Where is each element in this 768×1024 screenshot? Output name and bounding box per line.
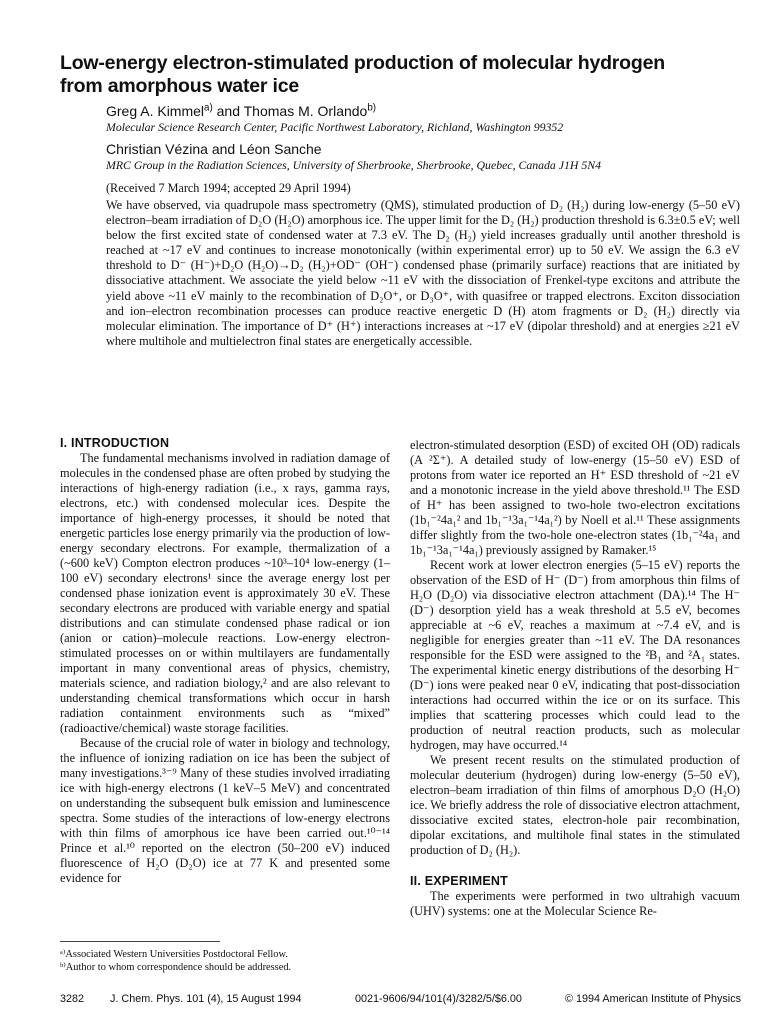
footnotes	[60, 948, 390, 974]
section-heading-introduction: I. INTRODUCTION	[60, 436, 170, 450]
intro-paragraph-4: Recent work at lower electron energies (5–15 eV) reports the observation of the ESD of H⁻ (D⁻) from amorphous thin films of H₂O (D₂O) via dissociative electron attachment (DA).¹⁴ The H⁻ (D⁻) desorption yield has a weak threshold at 5.5 eV, becomes appreciable at ~6 eV, reaches a maximum at ~7.4 eV, and is negligible for energies greater than ~11 eV. The DA resonances responsible for the ESD were assigned to the ²B₁ and ²A₁ states. The experimental kinetic energy distributions of the desorbing H⁻ (D⁻) ions were peaked near 0 eV, indicating that post-dissociation interactions had occurred within the ice or on its surface. This implies that scattering processes which could lead to the production of neutral reaction products, such as molecular hydrogen, may have occurred.¹⁴	[410, 558, 740, 752]
footnote-mark-a: a)	[204, 102, 213, 114]
footnote-mark-b: b)	[367, 102, 377, 114]
section-heading-experiment: II. EXPERIMENT	[410, 874, 508, 888]
experiment-paragraph-1: The experiments were performed in two ultrahigh vacuum (UHV) systems: one at the Molecular Science Re-	[410, 889, 740, 918]
footnote-b: ᵇ⁾Author to whom correspondence should be addressed.	[60, 962, 292, 973]
right-column	[410, 438, 740, 919]
author-names-1	[106, 103, 746, 120]
doi-code: 0021-9606/94/101(4)/3282/5/$6.00	[355, 993, 522, 1005]
footnote-a: ᵃ⁾Associated Western Universities Postdoctoral Fellow.	[60, 949, 288, 960]
page-number: 3282	[60, 993, 85, 1005]
author-kimmel: Greg A. Kimmel	[106, 103, 205, 119]
affiliation-1: Molecular Science Research Center, Pacific Northwest Laboratory, Richland, Washington 99352	[106, 120, 564, 134]
paper-title: Low-energy electron-stimulated production of molecular hydrogen from amorphous water ice	[60, 52, 665, 97]
author-orlando: and Thomas M. Orlando	[212, 103, 368, 119]
intro-paragraph-3: electron-stimulated desorption (ESD) of excited OH (OD) radicals (A ²Σ⁺). A detailed study of low-energy (15–50 eV) ESD of protons from water ice reported an H⁺ ESD threshold of ~21 eV and a monotonic increase in the yield above threshold.¹¹ The ESD of H⁺ has been assigned to two-hole two-electron excitations (1b₁⁻²4a₁² and 1b₁⁻¹3a₁⁻¹4a₁²) by Noell et al.¹¹ These assignments differ slightly from the two-hole one-electron states (1b₁⁻²4a₁ and 1b₁⁻¹3a₁⁻¹4a₁) previously assigned by Ramaker.¹⁵	[410, 438, 740, 557]
copyright: © 1994 American Institute of Physics	[565, 993, 741, 1005]
author-block	[106, 103, 746, 196]
abstract: We have observed, via quadrupole mass spectrometry (QMS), stimulated production of D₂ (H₂) during low-energy (5–50 eV) electron–beam irradiation of D₂O (H₂O) amorphous ice. The upper limit for the D₂ (H₂) production threshold is 6.3±0.5 eV; well below the first excited state of condensed water at 7.3 eV. The D₂ (H₂) yield increases gradually until another threshold is reached at ~17 eV and continues to increase monotonically (within experimental error) up to 50 eV. We assign the 6.3 eV threshold to D⁻ (H⁻)+D₂O (H₂O)→D₂ (H₂)+OD⁻ (OH⁻) condensed phase (primarily surface) reactions that are initiated by dissociative attachment. We associate the yield below ~11 eV with the dissociation of Frenkel-type excitons and attribute the yield above ~11 eV mainly to the recombination of D₂O⁺, or D₃O⁺, with quasifree or trapped electrons. Exciton dissociation and ion–electron recombination processes can produce reactive energetic D (H) atom fragments or D₂ (H₂) directly via molecular elimination. The importance of D⁺ (H⁺) interactions increases at ~17 eV (dipolar threshold) and at energies ≥21 eV where multihole and multielectron final states are energetically accessible.	[106, 198, 740, 348]
author-names-2: Christian Vézina and Léon Sanche	[106, 141, 322, 157]
affiliation-2: MRC Group in the Radiation Sciences, University of Sherbrooke, Sherbrooke, Quebec, Canada J1H 5N4	[106, 158, 602, 172]
journal-citation: J. Chem. Phys. 101 (4), 15 August 1994	[110, 993, 302, 1005]
intro-paragraph-5: We present recent results on the stimulated production of molecular deuterium (hydrogen) during low-energy (5–50 eV), electron–beam irradiation of thin films of amorphous D₂O (H₂O) ice. We briefly address the role of dissociative electron attachment, dissociative excited states, electron-hole pair recombination, dipolar excitations, and multihole final states in the stimulated production of D₂ (H₂).	[410, 753, 740, 857]
left-column	[60, 436, 390, 886]
received-date: (Received 7 March 1994; accepted 29 April 1994)	[106, 181, 351, 195]
intro-paragraph-1: The fundamental mechanisms involved in radiation damage of molecules in the condensed phase are often probed by studying the interactions of high-energy radiation (i.e., x rays, gamma rays, electrons, etc.) with condensed molecular ices. Despite the importance of high-energy processes, it should be noted that energetic particles lose energy primarily via the production of low-energy secondary electrons. For example, thermalization of a (~600 keV) Compton electron produces ~10³–10⁴ low-energy (1–100 eV) secondary electrons¹ since the average energy lost per condensed phase ionization event is approximately 30 eV. These secondary electrons are produced with variable energy and spatial distributions and can stimulate condensed phase radical or ion (anion or cation)–molecule reactions. Low-energy electron-stimulated processes on or within multilayers are fundamentally important in many conventional areas of physics, chemistry, materials science, and radiation biology,² and are also relevant to understanding chemical transformations which occur in harsh radiation containment environments such as “mixed” (radioactive/chemical) waste storage facilities.	[60, 451, 390, 735]
intro-paragraph-2: Because of the crucial role of water in biology and technology, the influence of ionizing radiation on ice has been the subject of many investigations.³⁻⁹ Many of these studies involved irradiating ice with high-energy electrons (1 keV–5 MeV) and concentrated on understanding the subsequent bulk emission and luminescence spectra. Some studies of the interactions of low-energy electrons with thin films of amorphous ice have been carried out.¹⁰⁻¹⁴ Prince et al.¹⁰ reported on the electron (50–200 eV) induced fluorescence of H₂O (D₂O) ice at 77 K and presented some evidence for	[60, 736, 390, 885]
footnote-divider	[60, 941, 220, 942]
